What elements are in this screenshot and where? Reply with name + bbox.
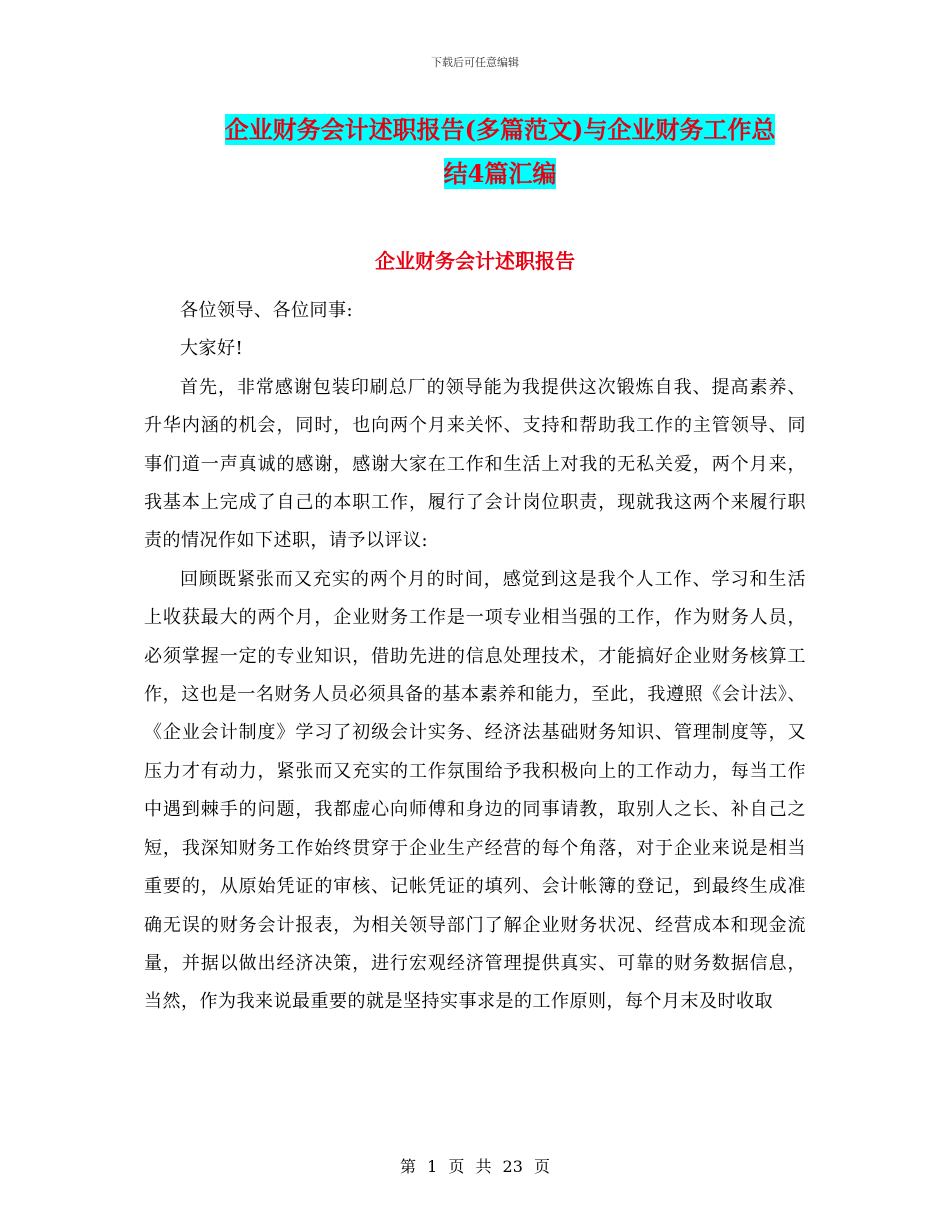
- document-title-line2: 结4篇汇编: [443, 159, 557, 188]
- paragraph-1: 首先，非常感谢包装印刷总厂的领导能为我提供这次锻炼自我、提高素养、升华内涵的机会，同时，也向两个月来关怀、支持和帮助我工作的主管领导、同事们道一声真诚的感谢，感谢大家在工作和生活上对我的无私关爱，两个月来，我基本上完成了自己的本职工作，履行了会计岗位职责，现就我这两个来履行职责的情况作如下述职，请予以评议:: [144, 376, 806, 552]
- document-title: [190, 108, 810, 196]
- document-body: [144, 292, 806, 1022]
- paragraph-2: 回顾既紧张而又充实的两个月的时间，感觉到这是我个人工作、学习和生活上收获最大的两个月，企业财务工作是一项专业相当强的工作，作为财务人员，必须掌握一定的专业知识，借助先进的信息处理技术，才能搞好企业财务核算工作，这也是一名财务人员必须具备的基本素养和能力，至此，我遵照《会计法》、《企业会计制度》学习了初级会计实务、经济法基础财务知识、管理制度等，又压力才有动力，紧张而又充实的工作氛围给予我积极向上的工作动力，每当工作中遇到棘手的问题，我都虚心向师傅和身边的同事请教，取别人之长、补自己之短，我深知财务工作始终贯穿于企业生产经营的每个角落，对于企业来说是相当重要的，从原始凭证的审核、记帐凭证的填列、会计帐簿的登记，到最终生成准确无误的财务会计报表，为相关领导部门了解企业财务状况、经营成本和现金流量，并据以做出经济决策，进行宏观经济管理提供真实、可靠的财务数据信息，当然，作为我来说最重要的就是坚持实事求是的工作原则，每个月末及时收取: [144, 568, 806, 1013]
- salutation: 各位领导、各位同事:: [180, 300, 354, 321]
- page-header-note: 下载后可任意编辑: [431, 56, 519, 69]
- section-title: 企业财务会计述职报告: [375, 249, 575, 273]
- page-number: 第 1 页 共 23 页: [400, 1157, 550, 1176]
- document-title-line1: 企业财务会计述职报告(多篇范文)与企业财务工作总: [224, 115, 776, 144]
- greeting: 大家好!: [180, 338, 244, 360]
